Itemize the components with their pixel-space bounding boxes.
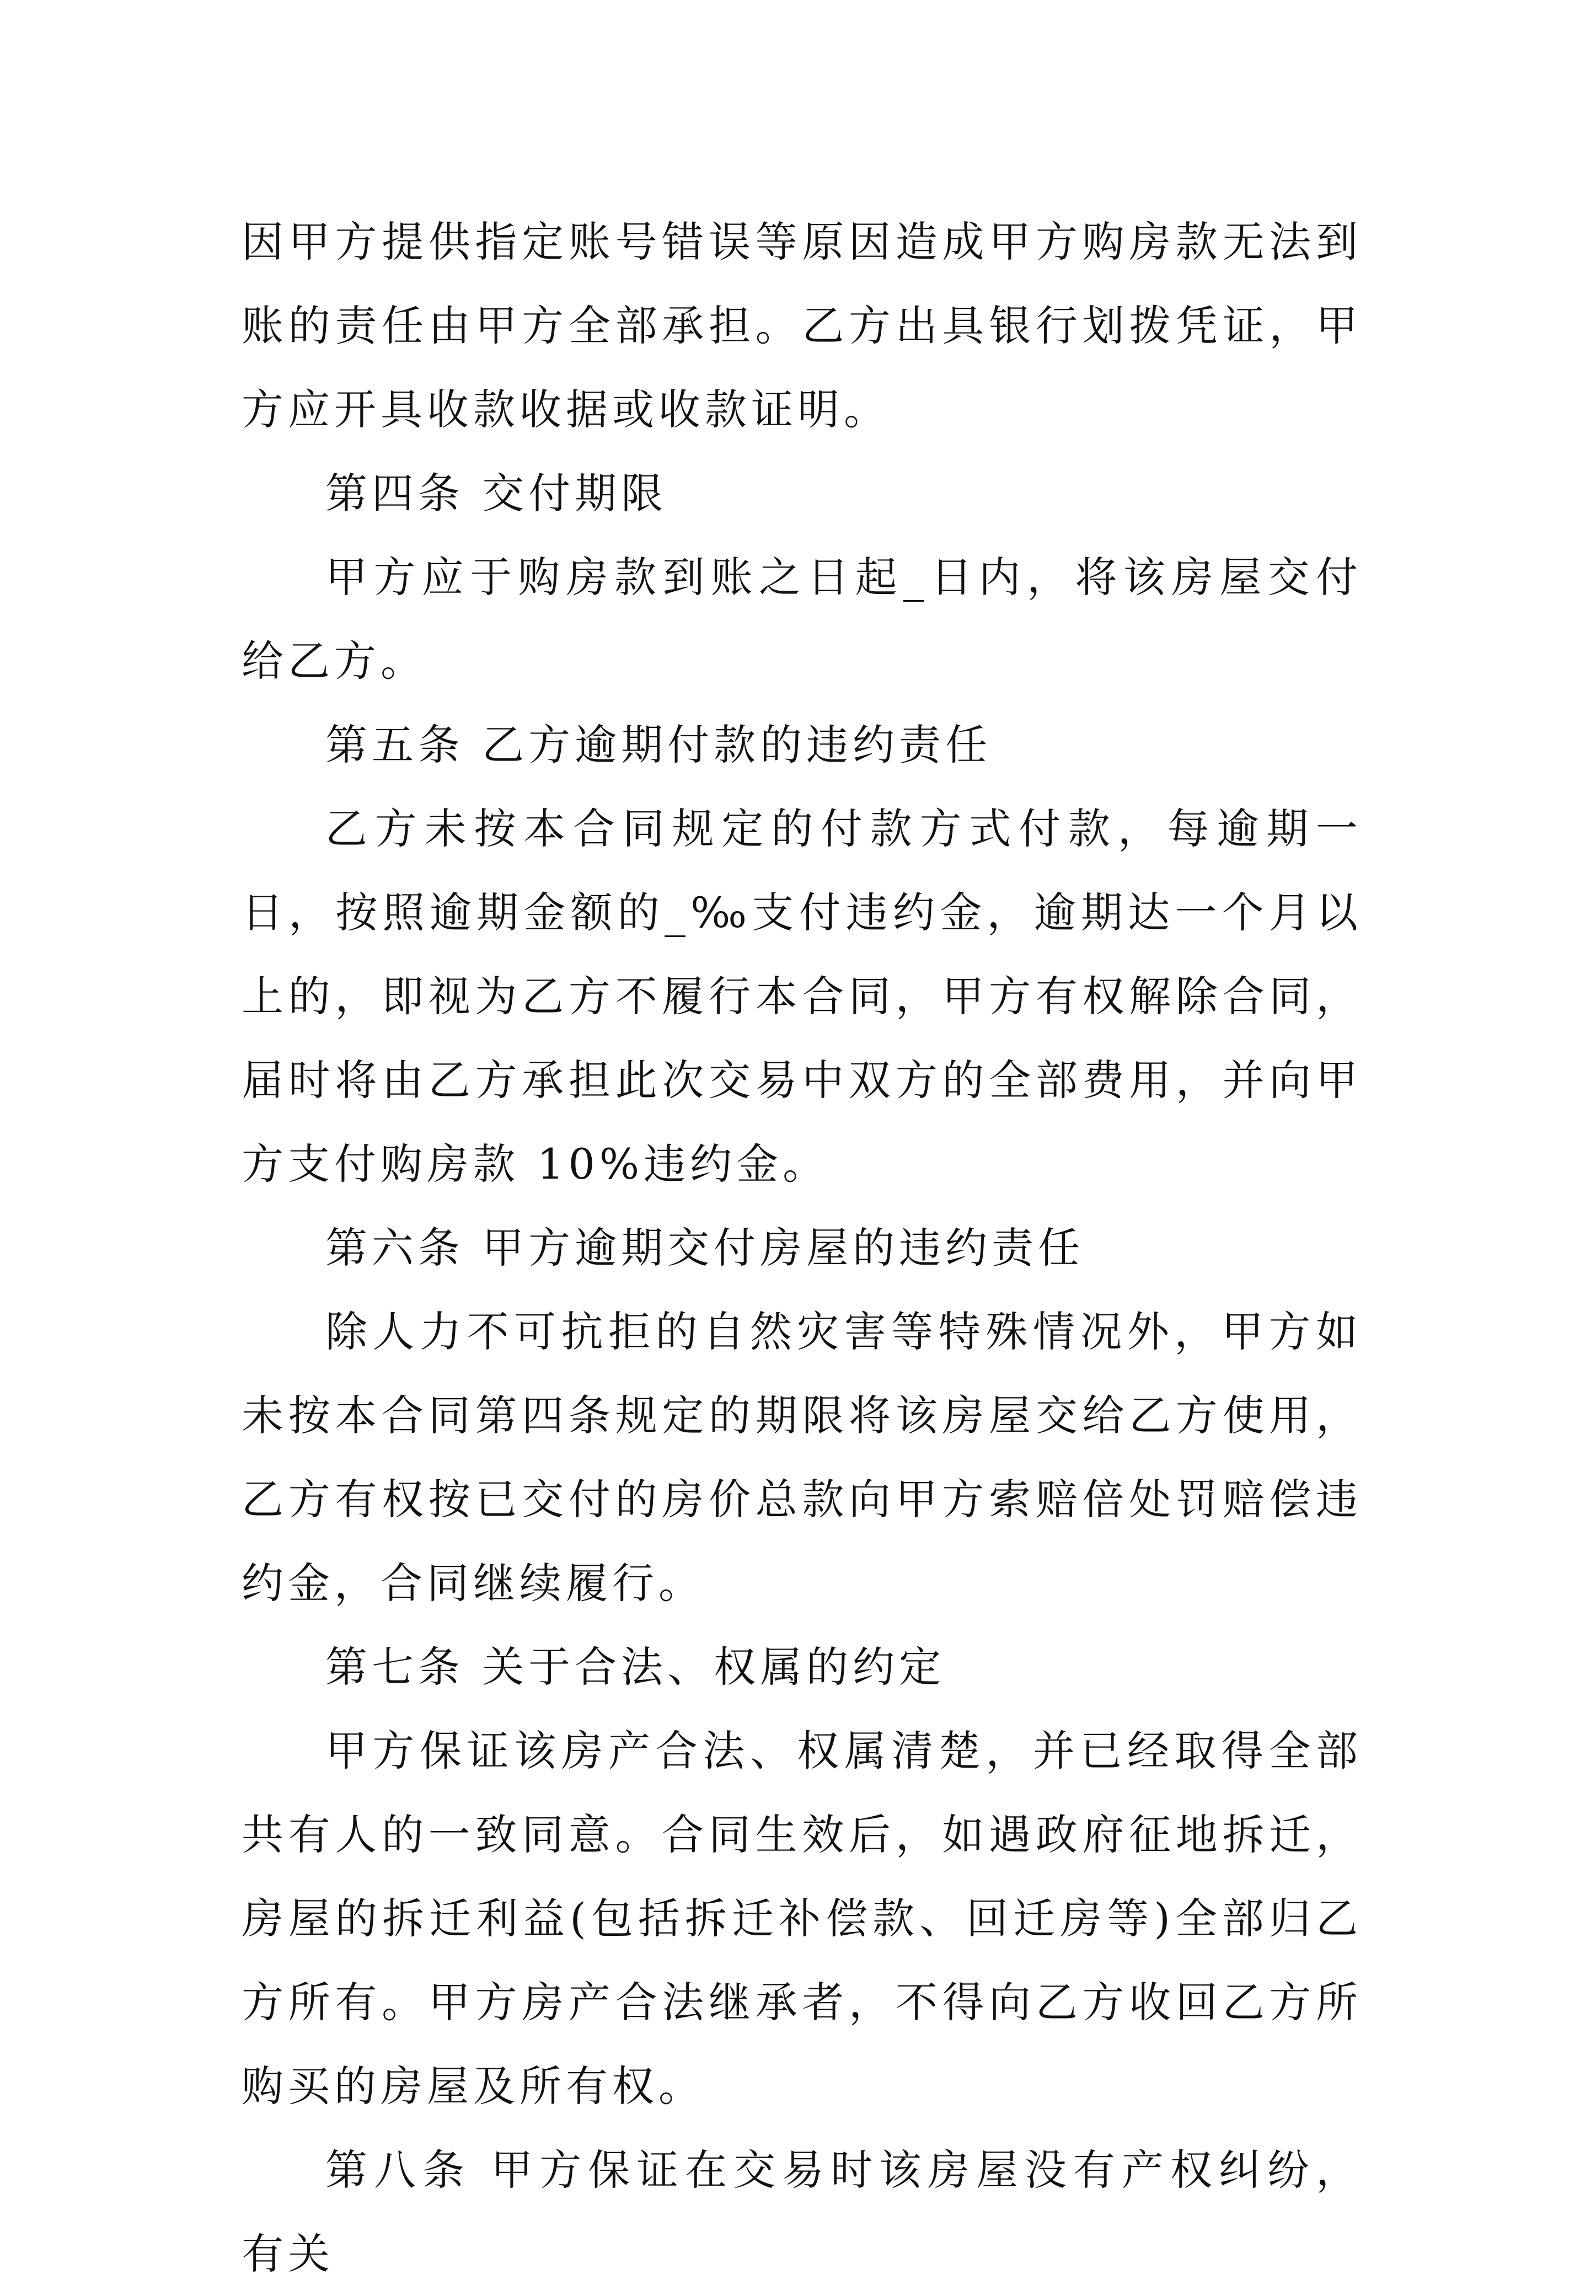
heading-article-7: 第七条 关于合法、权属的约定 xyxy=(325,1642,946,1692)
heading-article-4: 第四条 交付期限 xyxy=(325,469,668,518)
paragraph-delivery-term: 甲方应于购房款到账之日起_日内，将该房屋交付给乙方。 xyxy=(242,553,1362,686)
document-body xyxy=(242,200,1362,2296)
paragraph-legality-ownership: 甲方保证该房产合法、权属清楚，并已经取得全部共有人的一致同意。合同生效后，如遇政府征地拆迁，房屋的拆迁利益(包括拆迁补偿款、回迁房等)全部归乙方所有。甲方房产合法继承者，不得向乙方收回乙方所购买的房屋及所有权。 xyxy=(242,1726,1362,2111)
paragraph-late-delivery-liability: 除人力不可抗拒的自然灾害等特殊情况外，甲方如未按本合同第四条规定的期限将该房屋交给乙方使用，乙方有权按已交付的房价总款向甲方索赔倍处罚赔偿违约金，合同继续履行。 xyxy=(242,1307,1362,1608)
paragraph-article-8: 第八条 甲方保证在交易时该房屋没有产权纠纷，有关 xyxy=(242,2145,1362,2278)
heading-article-5: 第五条 乙方逾期付款的违约责任 xyxy=(325,720,992,769)
heading-article-6: 第六条 甲方逾期交付房屋的违约责任 xyxy=(325,1223,1085,1272)
paragraph-late-payment-liability: 乙方未按本合同规定的付款方式付款，每逾期一日，按照逾期金额的_‰支付违约金，逾期达一个月以上的，即视为乙方不履行本合同，甲方有权解除合同，届时将由乙方承担此次交易中双方的全部费用，并向甲方支付购房款 10%违约金。 xyxy=(242,804,1362,1189)
paragraph-payment-liability: 因甲方提供指定账号错误等原因造成甲方购房款无法到账的责任由甲方全部承担。乙方出具银行划拨凭证，甲方应开具收款收据或收款证明。 xyxy=(242,217,1362,434)
